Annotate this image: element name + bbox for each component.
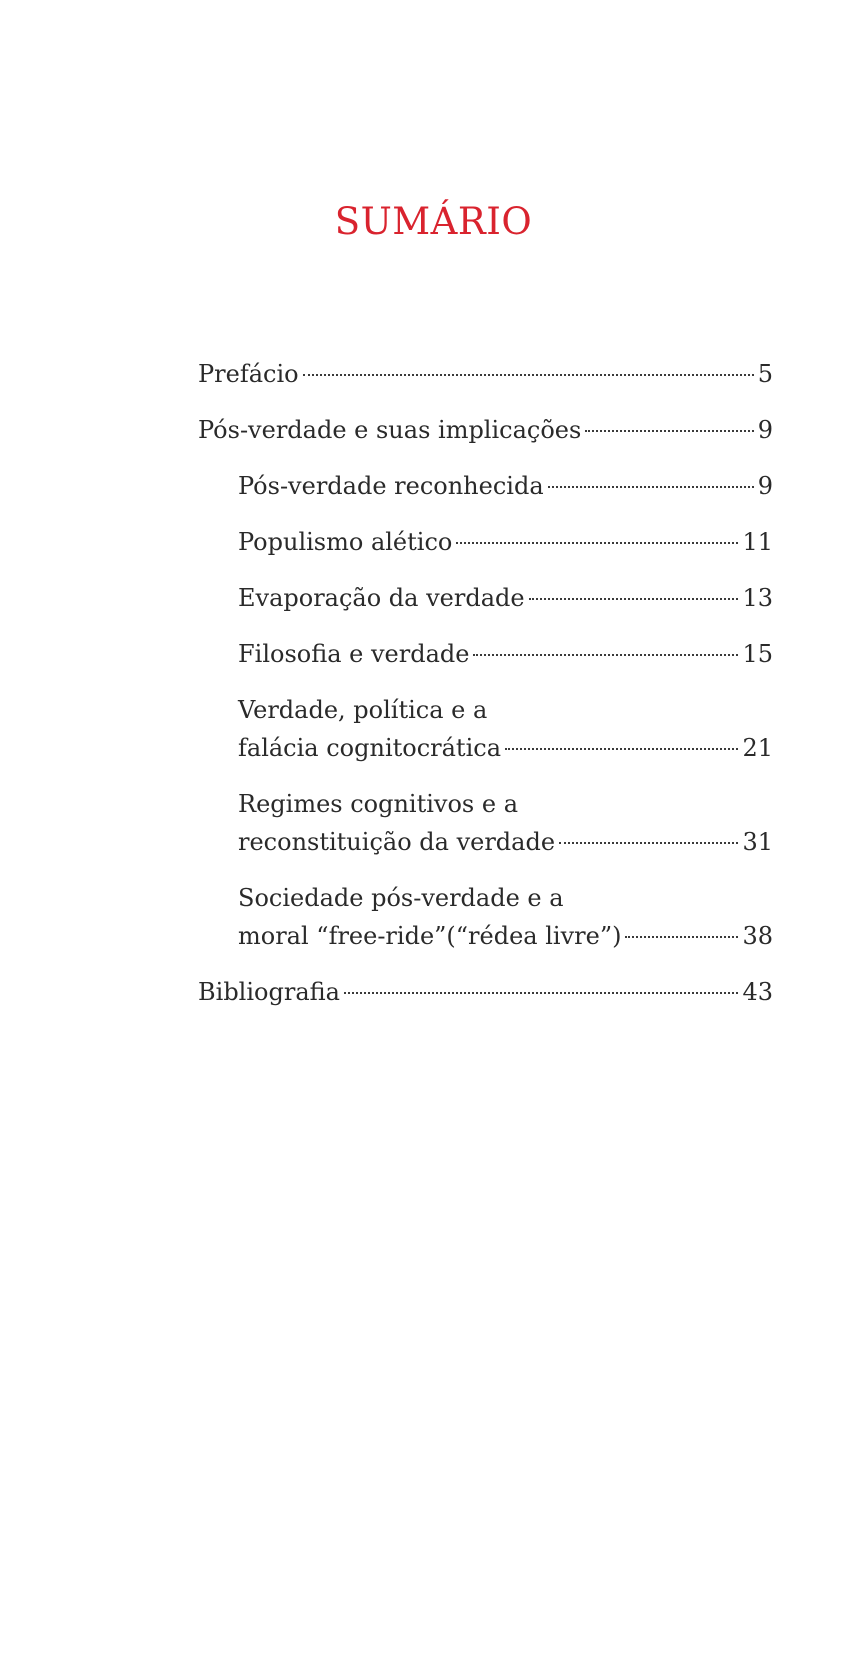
dot-leader: [473, 654, 738, 656]
toc-entry-sociedade-pos-verdade[interactable]: [238, 879, 773, 955]
toc-entry-bibliografia[interactable]: [198, 973, 773, 1011]
toc-page-number: 11: [742, 528, 773, 556]
toc-entry-label-line1: Regimes cognitivos e a: [238, 790, 519, 818]
page-title: SUMÁRIO: [334, 200, 533, 243]
toc-entry-label: Bibliografia: [198, 978, 340, 1006]
toc-page-number: 31: [742, 828, 773, 856]
dot-leader: [585, 430, 753, 432]
toc-entry-label: reconstituição da verdade: [238, 828, 556, 856]
dot-leader: [559, 842, 738, 844]
toc-page-number: 5: [757, 360, 773, 388]
toc-entry-label: moral “free-ride”(“rédea livre”): [238, 922, 622, 950]
toc-entry-filosofia[interactable]: [238, 635, 773, 673]
toc-entry-label: falácia cognitocrática: [238, 734, 502, 762]
toc-page-number: 43: [742, 978, 773, 1006]
dot-leader: [344, 992, 739, 994]
toc-entry-pos-verdade-reconhecida[interactable]: [238, 467, 773, 505]
dot-leader: [548, 486, 754, 488]
toc-entry-evaporacao[interactable]: [238, 579, 773, 617]
toc-entry-label: Populismo alético: [238, 528, 453, 556]
dot-leader: [625, 936, 738, 938]
dot-leader: [529, 598, 739, 600]
toc-entry-regimes-cognitivos[interactable]: [238, 785, 773, 861]
toc-entry-prefacio[interactable]: [198, 355, 773, 393]
toc-entry-label-line1: Verdade, política e a: [238, 696, 488, 724]
dot-leader: [505, 748, 738, 750]
toc-page-number: 38: [742, 922, 773, 950]
dot-leader: [456, 542, 738, 544]
toc-entry-label: Evaporação da verdade: [238, 584, 525, 612]
toc-entry-label: Pós-verdade e suas implicações: [198, 416, 582, 444]
toc-entry-verdade-politica[interactable]: [238, 691, 773, 767]
toc-page-number: 13: [742, 584, 773, 612]
toc-page-number: 21: [742, 734, 773, 762]
toc-entry-label-line1: Sociedade pós-verdade e a: [238, 884, 564, 912]
toc-page-number: 9: [757, 472, 773, 500]
toc-entry-label: Filosofia e verdade: [238, 640, 470, 668]
dot-leader: [303, 374, 754, 376]
toc-page-number: 9: [757, 416, 773, 444]
toc-entry-label: Prefácio: [198, 360, 299, 388]
toc-page-number: 15: [742, 640, 773, 668]
table-of-contents: [198, 355, 773, 1029]
toc-entry-populismo-aletico[interactable]: [238, 523, 773, 561]
toc-entry-pos-verdade[interactable]: [198, 411, 773, 449]
toc-entry-label: Pós-verdade reconhecida: [238, 472, 544, 500]
